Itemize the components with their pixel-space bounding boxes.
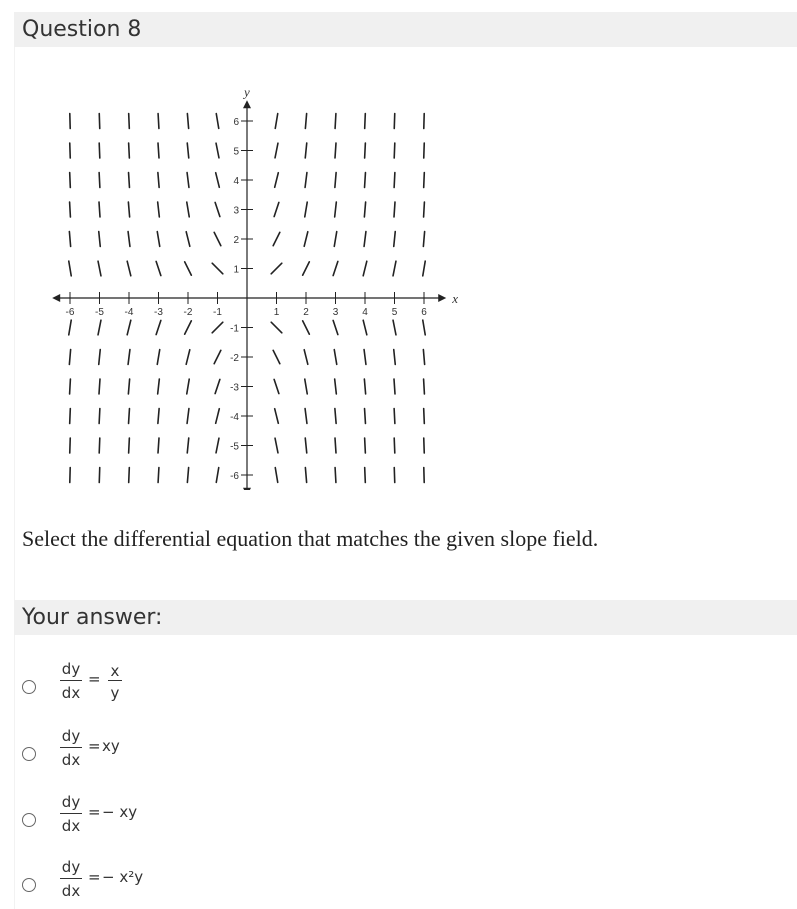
choice-1[interactable] — [18, 660, 318, 710]
slope-segment — [394, 232, 395, 247]
equals-sign: = — [88, 737, 101, 755]
y-tick-label: 5 — [233, 146, 239, 158]
slope-segment — [212, 263, 223, 274]
slope-segment — [156, 320, 161, 334]
y-tick-label: 3 — [233, 205, 239, 217]
slope-segment — [305, 438, 306, 453]
radio-button[interactable] — [22, 878, 36, 892]
slope-segment — [274, 379, 279, 393]
fraction-bar — [108, 680, 122, 681]
slope-segment — [271, 263, 282, 274]
slope-segment — [305, 468, 306, 483]
rhs-expression: xy — [102, 737, 120, 755]
slope-segment — [70, 173, 71, 188]
slope-segment — [423, 261, 425, 276]
lhs-denominator: dx — [61, 882, 81, 900]
rhs-expression: − xy — [102, 803, 138, 821]
fraction-bar — [60, 878, 82, 879]
slope-segment — [216, 438, 219, 453]
y-axis-arrow-up — [243, 100, 251, 108]
slope-segment — [305, 202, 307, 217]
slope-segment — [275, 468, 277, 483]
rhs-denominator: y — [110, 684, 120, 702]
x-tick-label: -1 — [213, 307, 222, 318]
question-title: Question 8 — [22, 17, 142, 42]
slope-segment — [187, 202, 189, 217]
slope-segment — [334, 232, 336, 247]
slope-segment — [333, 261, 338, 275]
slope-segment — [335, 114, 336, 129]
slope-segment — [129, 438, 130, 453]
slope-segment — [335, 143, 336, 158]
radio-button[interactable] — [22, 747, 36, 761]
slope-segment — [69, 350, 70, 365]
answer-title: Your answer: — [22, 605, 163, 630]
slope-segment — [187, 114, 188, 129]
slope-segment — [157, 232, 159, 247]
x-tick-label: 5 — [391, 307, 398, 318]
slope-segment — [335, 409, 336, 424]
lhs-numerator: dy — [61, 793, 81, 811]
slope-segment — [423, 350, 424, 365]
slope-segment — [335, 202, 337, 217]
slope-segment — [393, 320, 396, 335]
slope-segment — [186, 350, 190, 365]
slope-segment — [335, 173, 336, 188]
slope-segment — [99, 438, 100, 453]
axes — [52, 100, 446, 490]
slope-segment — [158, 114, 159, 129]
slope-segment — [335, 438, 336, 453]
slope-segment — [158, 173, 159, 188]
slope-segment — [70, 409, 71, 424]
slope-segment — [364, 379, 365, 394]
slope-segment — [99, 232, 100, 247]
slope-segment — [303, 262, 310, 275]
slope-segment — [394, 350, 395, 365]
rhs-numerator: x — [110, 662, 120, 680]
y-tick-label: 4 — [233, 176, 239, 187]
y-tick-label: 6 — [233, 117, 239, 128]
slope-segment — [275, 409, 279, 424]
slope-segment — [127, 320, 131, 335]
y-tick-label: -6 — [230, 471, 239, 482]
slope-segment — [394, 173, 395, 188]
choice-3[interactable] — [18, 793, 318, 843]
slope-segment — [275, 143, 278, 158]
y-tick-label: -1 — [230, 323, 239, 335]
slope-segment — [334, 350, 336, 365]
slope-segment — [212, 322, 223, 333]
slope-segment — [365, 468, 366, 483]
fraction-bar — [60, 813, 82, 814]
slope-segment — [158, 409, 159, 424]
slope-segment — [99, 409, 100, 424]
slope-segment — [70, 379, 71, 394]
slope-segment — [216, 143, 219, 158]
slope-segment — [364, 350, 366, 365]
slope-segment — [275, 438, 278, 453]
y-tick-label: 2 — [233, 235, 239, 246]
slope-segment — [423, 232, 424, 247]
slope-segment — [424, 202, 425, 217]
slope-segment — [305, 143, 306, 158]
slope-segment — [394, 438, 395, 453]
x-tick-label: 6 — [421, 307, 427, 318]
slope-segment — [128, 202, 129, 217]
lhs-denominator: dx — [61, 751, 81, 769]
radio-button[interactable] — [22, 813, 36, 827]
lhs-numerator: dy — [61, 858, 81, 876]
slope-segment — [158, 438, 159, 453]
slope-segment — [305, 114, 306, 129]
slope-segment — [156, 261, 161, 275]
slope-segment — [98, 320, 101, 335]
slope-segment — [129, 468, 130, 483]
slope-segment — [214, 232, 221, 245]
lhs-denominator: dx — [61, 817, 81, 835]
slope-segment — [275, 114, 277, 129]
slope-segment — [186, 232, 190, 247]
slope-segment — [305, 379, 307, 394]
slope-segment — [424, 173, 425, 188]
question-header — [14, 12, 797, 47]
lhs-numerator: dy — [61, 727, 81, 745]
slope-segment — [363, 320, 367, 335]
slope-segment — [129, 114, 130, 129]
y-axis-label: y — [244, 84, 250, 100]
slope-segment — [99, 350, 100, 365]
slope-segment — [69, 320, 71, 335]
y-axis-arrow-down — [243, 488, 251, 490]
slope-segment — [185, 262, 192, 275]
slope-segment — [99, 379, 100, 394]
slope-segment — [364, 232, 366, 247]
x-tick-label: 2 — [303, 307, 309, 318]
slope-segment — [333, 320, 338, 334]
slope-segment — [394, 409, 395, 424]
slope-segment — [158, 202, 160, 217]
slope-segment — [304, 350, 308, 365]
slope-segment — [69, 261, 71, 276]
slope-segment — [158, 379, 160, 394]
x-axis-label: x — [452, 291, 459, 306]
slope-segment — [216, 468, 218, 483]
slope-segment — [273, 350, 280, 363]
y-tick-label: -2 — [230, 353, 239, 364]
slope-segment — [70, 202, 71, 217]
x-tick-label: 3 — [332, 307, 339, 318]
slope-segment — [365, 143, 366, 158]
slope-segment — [99, 202, 100, 217]
slope-segment — [303, 321, 310, 334]
slope-segment — [187, 173, 189, 188]
slope-segment — [394, 143, 395, 158]
slope-segment — [99, 173, 100, 188]
x-axis-arrow-right — [438, 294, 446, 302]
slope-segment — [187, 468, 188, 483]
slope-segment — [305, 173, 307, 188]
slope-segment — [365, 114, 366, 129]
x-tick-label: -4 — [124, 307, 134, 318]
slope-segment — [335, 468, 336, 483]
slope-segment — [187, 143, 188, 158]
slope-segment — [98, 261, 101, 276]
tick-labels — [66, 84, 459, 482]
slope-segment — [365, 438, 366, 453]
slope-segment — [393, 261, 396, 276]
slope-segment — [273, 232, 280, 245]
slope-segment — [215, 379, 220, 393]
y-tick-label: -5 — [230, 441, 239, 453]
slope-segment — [394, 202, 395, 217]
slope-segment — [216, 409, 220, 424]
fraction-bar — [60, 747, 82, 748]
slope-segment — [215, 202, 220, 216]
x-tick-label: -3 — [154, 307, 163, 318]
x-tick-label: 4 — [362, 307, 368, 318]
slope-segment — [187, 438, 188, 453]
slope-segment — [187, 379, 189, 394]
slope-segment — [128, 350, 130, 365]
slope-segment — [69, 232, 70, 247]
slope-segment — [99, 143, 100, 158]
x-tick-label: -2 — [183, 307, 193, 318]
x-tick-label: -5 — [95, 307, 104, 318]
choice-2[interactable] — [18, 727, 318, 777]
slope-segment — [275, 173, 279, 188]
slope-segment — [158, 143, 159, 158]
slope-segment — [365, 409, 366, 424]
slope-segment — [335, 379, 337, 394]
choice-4[interactable] — [18, 858, 318, 908]
y-tick-label: 1 — [233, 264, 239, 276]
slope-segment — [424, 379, 425, 394]
x-tick-label: 1 — [273, 307, 280, 318]
slope-segment — [158, 468, 159, 483]
slope-segment — [214, 350, 221, 363]
fraction-bar — [60, 680, 82, 681]
equals-sign: = — [88, 670, 101, 688]
slope-segment — [128, 232, 130, 247]
content-divider — [14, 47, 15, 909]
slope-segment — [185, 321, 192, 334]
slope-segment — [424, 409, 425, 424]
radio-button[interactable] — [22, 680, 36, 694]
slope-segment — [304, 232, 308, 247]
slope-segment — [364, 202, 365, 217]
lhs-denominator: dx — [61, 684, 81, 702]
x-axis-arrow-left — [52, 294, 60, 302]
equals-sign: = — [88, 868, 101, 886]
slope-segment — [274, 202, 279, 216]
x-tick-label: -6 — [65, 307, 75, 318]
rhs-expression: − x²y — [102, 868, 144, 886]
slope-segment — [129, 173, 130, 188]
slope-segment — [187, 409, 189, 424]
slope-segment — [394, 379, 395, 394]
slope-segment — [128, 379, 129, 394]
slope-segment — [157, 350, 159, 365]
slope-segment — [365, 173, 366, 188]
slope-segment — [129, 409, 130, 424]
lhs-numerator: dy — [61, 660, 81, 678]
equals-sign: = — [88, 803, 101, 821]
slope-segment — [127, 261, 131, 276]
y-tick-label: -4 — [230, 412, 239, 423]
y-tick-label: -3 — [230, 382, 239, 394]
slope-segment — [423, 320, 425, 335]
question-prompt: Select the differential equation that matches the given slope field. — [22, 526, 599, 551]
slope-segment — [129, 143, 130, 158]
answer-header — [14, 600, 797, 635]
slope-segment — [216, 173, 220, 188]
slope-segment — [271, 322, 282, 333]
slope-segment — [305, 409, 307, 424]
slope-segment — [363, 261, 367, 276]
slope-segment — [216, 114, 218, 129]
slope-field-graph — [30, 80, 470, 490]
